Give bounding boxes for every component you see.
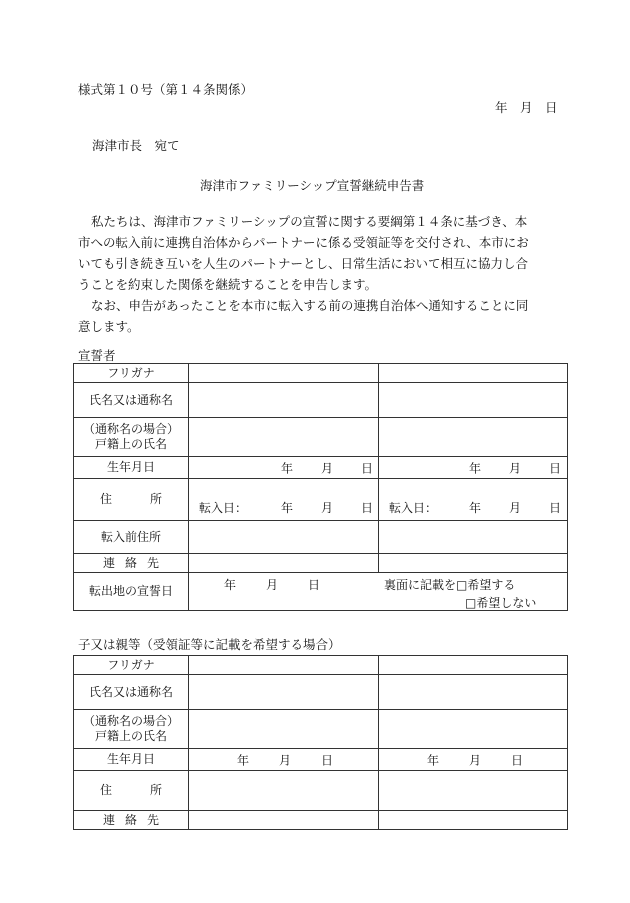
reverse-side-no-wish-option[interactable]: □希望しない [465, 596, 537, 610]
furigana-field-2[interactable] [379, 364, 568, 383]
contact-field-2[interactable] [379, 554, 568, 573]
name-field-2[interactable] [379, 383, 568, 418]
contact-label [74, 554, 189, 573]
year-label: 年 [469, 501, 482, 515]
table-row [74, 554, 568, 573]
table-row [74, 675, 568, 710]
paragraph-1-line-3: いても引き続き互いを人生のパートナーとし、日常生活において相互に協力し合 [78, 256, 529, 271]
furigana-field-2[interactable] [379, 656, 568, 675]
address-char-1: 住 [99, 783, 112, 797]
contact-char-1: 連 [102, 555, 115, 570]
year-label: 年 [281, 501, 294, 515]
birthdate-field-1[interactable] [189, 749, 379, 771]
contact-field-1[interactable] [189, 554, 379, 573]
family-register-label [74, 710, 189, 749]
day-label: 日 [361, 501, 374, 515]
table-row [74, 710, 568, 749]
document-title: 海津市ファミリーシップ宣誓継続申告書 [200, 178, 425, 193]
month-label: 月 [266, 578, 279, 592]
contact-char-2: 絡 [124, 555, 137, 570]
address-label [74, 771, 189, 811]
paragraph-1-line-1: 私たちは、海津市ファミリーシップの宣誓に関する要綱第１４条に基づき、本 [91, 214, 528, 229]
name-field-1[interactable] [189, 675, 379, 710]
table-row [74, 521, 568, 554]
day-label: 日 [511, 753, 524, 767]
previous-address-field-1[interactable] [189, 521, 379, 554]
declarant-caption: 宣誓者 [78, 348, 116, 363]
origin-oath-date-field[interactable] [189, 573, 568, 611]
table-row [74, 457, 568, 479]
address-field-2[interactable] [379, 479, 568, 521]
family-register-field-1[interactable] [189, 418, 379, 457]
address-char-2: 所 [150, 783, 163, 797]
contact-field-1[interactable] [189, 811, 379, 830]
declarant-table [73, 363, 568, 611]
previous-address-label: 転入前住所 [74, 521, 189, 554]
furigana-label: フリガナ [74, 656, 189, 675]
address-field-1[interactable] [189, 771, 379, 811]
name-label: 氏名又は通称名 [74, 675, 189, 710]
reverse-side-wish-option[interactable]: 裏面に記載を□希望する [384, 578, 516, 592]
previous-address-field-2[interactable] [379, 521, 568, 554]
contact-char-3: 先 [147, 555, 160, 570]
contact-char-3: 先 [147, 812, 160, 827]
family-register-field-1[interactable] [189, 710, 379, 749]
year-label: 年 [469, 461, 482, 475]
day-label: 日 [549, 501, 562, 515]
origin-oath-date-label: 転出地の宣誓日 [74, 573, 189, 611]
month-label: 月 [509, 501, 522, 515]
table-row [74, 749, 568, 771]
family-register-field-2[interactable] [379, 418, 568, 457]
contact-char-1: 連 [102, 812, 115, 827]
year-label: 年 [281, 461, 294, 475]
address-char-2: 所 [150, 492, 163, 506]
month-label: 月 [469, 753, 482, 767]
name-field-2[interactable] [379, 675, 568, 710]
day-label: 日 [321, 753, 334, 767]
table-row [74, 771, 568, 811]
day-label: 日 [361, 461, 374, 475]
month-label: 月 [321, 501, 334, 515]
declaration-body [78, 211, 568, 337]
moved-in-label: 転入日： [389, 501, 438, 515]
birthdate-label: 生年月日 [74, 749, 189, 771]
children-caption: 子又は親等（受領証等に記載を希望する場合） [78, 637, 341, 652]
furigana-label: フリガナ [74, 364, 189, 383]
contact-char-2: 絡 [124, 812, 137, 827]
family-register-field-2[interactable] [379, 710, 568, 749]
children-table [73, 655, 568, 830]
table-row [74, 573, 568, 611]
paragraph-2-line-1: なお、申告があったことを本市に転入する前の連携自治体へ通知することに同 [91, 298, 529, 313]
contact-label [74, 811, 189, 830]
address-label [74, 479, 189, 521]
form-number: 様式第１０号（第１４条関係） [78, 82, 254, 97]
addressee: 海津市長 宛て [92, 138, 180, 153]
table-row [74, 479, 568, 521]
day-label: 日 [549, 461, 562, 475]
birthdate-label: 生年月日 [74, 457, 189, 479]
paragraph-1-line-2: 市への転入前に連携自治体からパートナーに係る受領証等を交付され、本市にお [78, 235, 529, 250]
name-field-1[interactable] [189, 383, 379, 418]
date-line: 年 月 日 [495, 100, 558, 115]
table-row [74, 364, 568, 383]
paragraph-2-line-2: 意します。 [78, 319, 140, 334]
furigana-field-1[interactable] [189, 364, 379, 383]
alias-note: （通称名の場合） [82, 714, 179, 728]
month-label: 月 [321, 461, 334, 475]
furigana-field-1[interactable] [189, 656, 379, 675]
address-char-1: 住 [99, 492, 112, 506]
family-register-label [74, 418, 189, 457]
table-row [74, 811, 568, 830]
family-register-name-label: 戸籍上の氏名 [94, 729, 167, 743]
year-label: 年 [237, 753, 250, 767]
table-row [74, 656, 568, 675]
birthdate-field-2[interactable] [379, 749, 568, 771]
alias-note: （通称名の場合） [82, 422, 179, 436]
birthdate-field-1[interactable] [189, 457, 379, 479]
month-label: 月 [279, 753, 292, 767]
address-field-2[interactable] [379, 771, 568, 811]
birthdate-field-2[interactable] [379, 457, 568, 479]
moved-in-label: 転入日： [199, 501, 248, 515]
year-label: 年 [427, 753, 440, 767]
contact-field-2[interactable] [379, 811, 568, 830]
family-register-name-label: 戸籍上の氏名 [94, 437, 167, 451]
table-row [74, 418, 568, 457]
month-label: 月 [509, 461, 522, 475]
name-label: 氏名又は通称名 [74, 383, 189, 418]
paragraph-1-line-4: うことを約束した関係を継続することを申告します。 [78, 277, 378, 292]
day-label: 日 [308, 578, 321, 592]
address-field-1[interactable] [189, 479, 379, 521]
year-label: 年 [224, 578, 237, 592]
table-row [74, 383, 568, 418]
